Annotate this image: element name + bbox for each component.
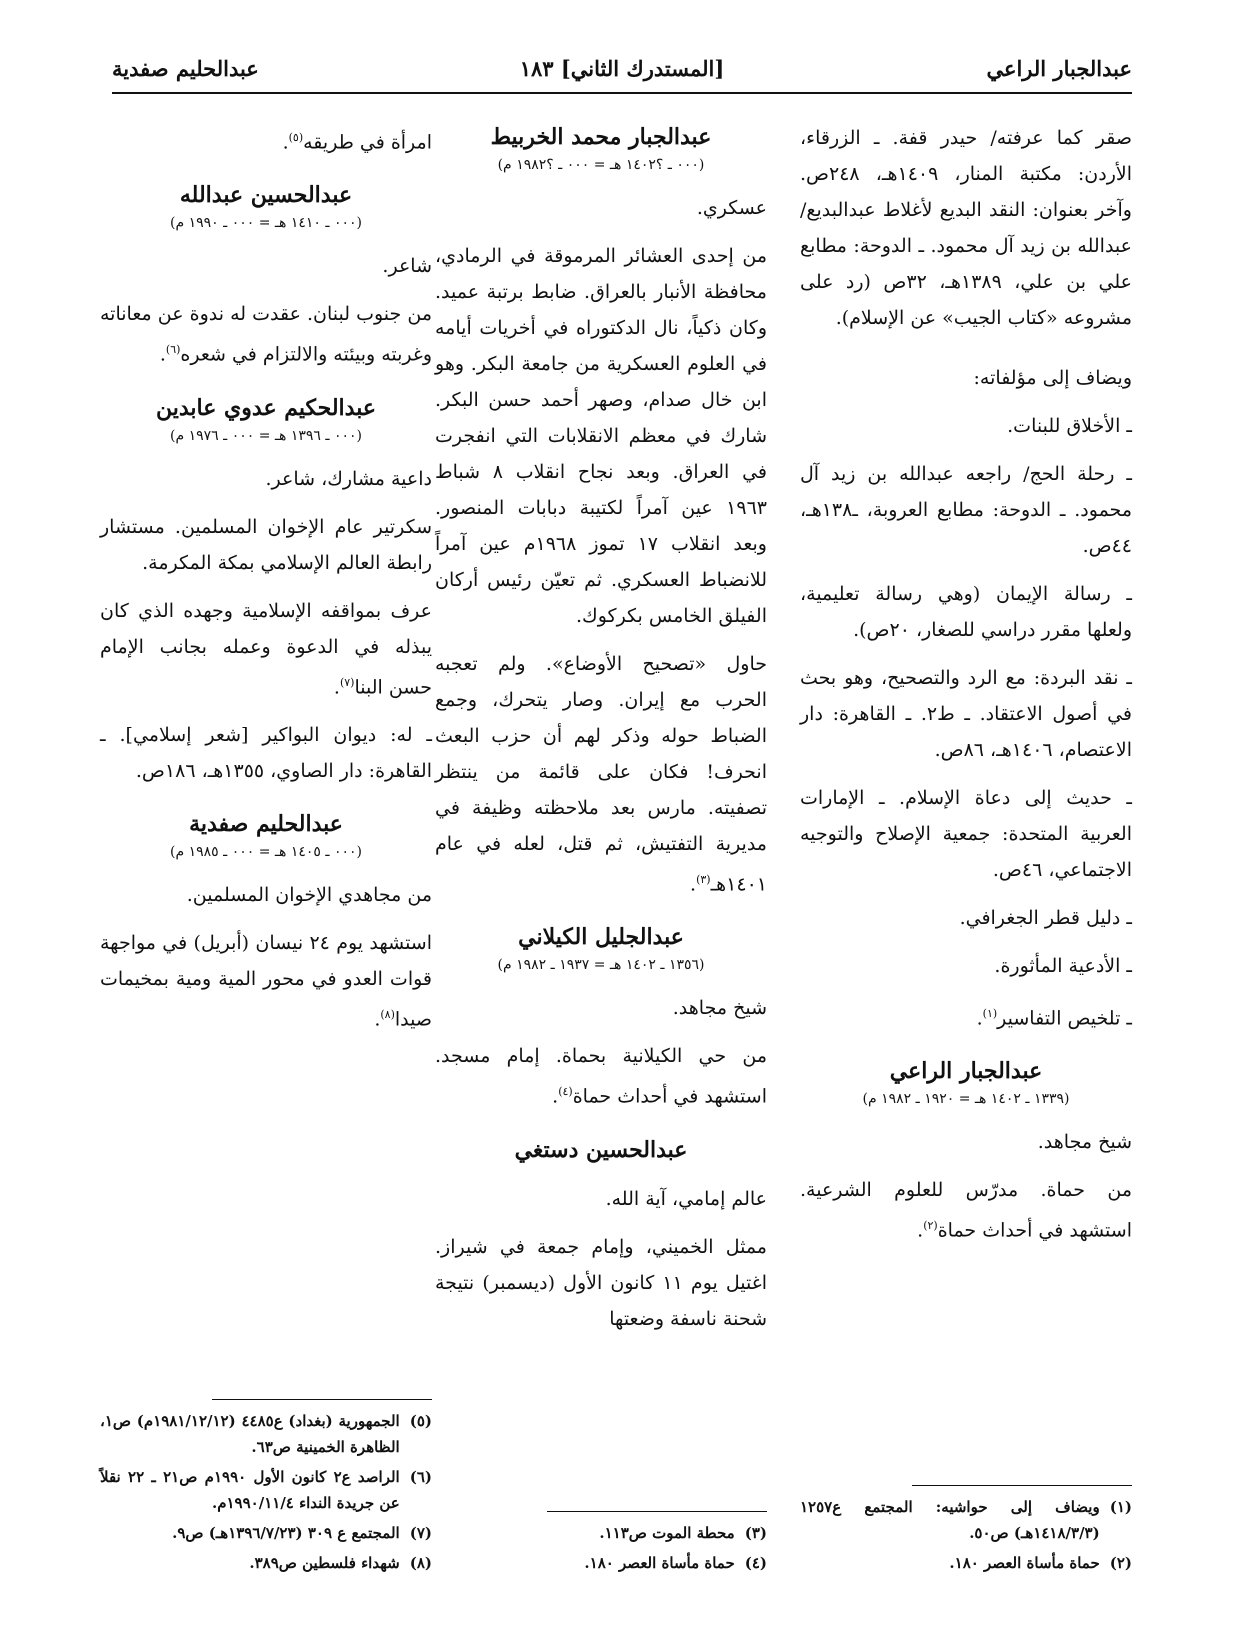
entry-text-body: استشهد يوم ٢٤ نيسان (أبريل) في مواجهة قوات العدو في محور المية ومية بمخيمات صيدا — [100, 931, 433, 1031]
footnote-divider — [212, 1399, 432, 1400]
entry-title: عبدالجليل الكيلاني — [518, 924, 684, 951]
entry-text: ممثل الخميني، وإمام جمعة في شيراز. اغتيل يوم ١١ كانون الأول (ديسمبر) نتيجة شحنة ناسفة وضعتها — [435, 1235, 767, 1330]
entry-dates: (٠٠٠ ـ ١٣٩٦ هـ = ٠٠٠ ـ ١٩٧٦ م) — [170, 427, 362, 444]
list-item: ـ الأخلاق للبنات. — [1007, 415, 1132, 437]
entry-role: شيخ مجاهد. — [1037, 1131, 1132, 1154]
footnote-marker: (٥) — [288, 131, 304, 144]
footnote-marker: (٦) — [165, 343, 181, 357]
entry-paragraph: عرف بمواقفه الإسلامية وجهده الذي كان يبذله في الدعوة وعمله بجانب الإمام حسن البنا$^{(٧)}$. — [100, 599, 432, 698]
entry-dates: (٠٠٠ ـ ؟١٤٠٢ هـ = ٠٠٠ ـ ؟١٩٨٢ م) — [497, 157, 705, 173]
header-left-title: عبدالحليم صفدية — [112, 56, 259, 81]
header-section-page-number: [المستدرك الثاني] ١٨٣ — [519, 56, 725, 81]
list-item-text: ـ تلخيص التفاسير — [997, 1007, 1132, 1030]
entry-title: عبدالجبار محمد الخربيط — [490, 124, 712, 150]
entry-role: شيخ مجاهد. — [672, 997, 767, 1020]
footnote-number: (٥) — [409, 1412, 432, 1430]
footnote — [100, 1550, 432, 1576]
entry-role: شاعر. — [382, 255, 432, 278]
entry-paragraph: ـ له: ديوان البواكير [شعر إسلامي]. ـ القاهرة: دار الصاوي، ١٣٥٥هـ، ١٨٦ص. — [100, 723, 432, 782]
footnote-text: محطة الموت ص١١٣. — [599, 1524, 735, 1542]
list-item: ـ رسالة الإيمان (وهي رسالة تعليمية، ولعلها مقرر دراسي للصغار، ٢٠ص). — [800, 583, 1132, 641]
footnote-marker: (٢) — [923, 1219, 938, 1233]
footnote-marker: (٧) — [339, 675, 355, 689]
footnote-number: (٨) — [409, 1554, 432, 1572]
entry-role: من مجاهدي الإخوان المسلمين. — [186, 883, 432, 906]
footnotes — [100, 1399, 432, 1580]
continuation-body: امرأة في طريقه — [303, 131, 432, 154]
list-item: ـ رحلة الحج/ راجعه عبدالله بن زيد آل محمود. ـ الدوحة: مطابع العروبة، ـ١٣٨هـ، ٤٤ص. — [800, 463, 1132, 557]
footnote-number: (٣) — [744, 1524, 767, 1542]
footnote-text: شهداء فلسطين ص٣٨٩. — [249, 1554, 400, 1572]
footnote-divider — [912, 1485, 1132, 1486]
footnote — [800, 1494, 1132, 1546]
footnote-text: حماة مأساة العصر ١٨٠. — [949, 1554, 1100, 1572]
footnote-number: (٦) — [409, 1468, 432, 1486]
footnote-marker: (٨) — [380, 1007, 395, 1021]
entry-role: عسكري. — [696, 197, 767, 219]
entry-text: من جنوب لبنان. عقدت له ندوة عن معاناته وغربته وبيئته والالتزام في شعره$^{(٦)}$. — [100, 303, 432, 366]
footnote-number: (٢) — [1109, 1554, 1132, 1572]
entry-dates: (١٣٥٦ ـ ١٤٠٢ هـ = ١٩٣٧ ـ ١٩٨٢ م) — [497, 957, 705, 974]
footnote-marker: (٤) — [558, 1085, 573, 1099]
footnote-number: (٤) — [744, 1554, 767, 1572]
footnote — [800, 1550, 1132, 1576]
entry-paragraph: من إحدى العشائر المرموقة في الرمادي، محافظة الأنبار بالعراق. ضابط برتبة عميد. وكان ذكياً، نال الدكتوراه في أخريات أيامه في العلوم العسكرية من جامعة البكر. وهو ابن خال صدام، وصهر أحمد حسن البكر. شارك في معظم الانقلابات التي انفجرت في العراق. وبعد نجاح انقلاب ٨ شباط ١٩٦٣ عين آمراً لكتيبة دبابات المنصور. وبعد انقلاب ١٧ تموز ١٩٦٨م عين آمراً للانضباط العسكري. ثم تعيّن رئيس أركان الفيلق الخامس بكركوك. — [435, 245, 767, 627]
entry-text: من حماة. مدرّس للعلوم الشرعية. استشهد في أحداث حماة$^{(٢)}$. — [800, 1179, 1132, 1242]
footnote — [435, 1520, 767, 1546]
list-item: ـ الأدعية المأثورة. — [994, 955, 1132, 977]
entry-text-body: من حماة. مدرّس للعلوم الشرعية. استشهد في أحداث حماة — [800, 1179, 1132, 1242]
additions-label: ويضاف إلى مؤلفاته: — [973, 367, 1132, 389]
entry-role: داعية مشارك، شاعر. — [265, 467, 432, 490]
entry-text: استشهد يوم ٢٤ نيسان (أبريل) في مواجهة قوات العدو في محور المية ومية بمخيمات صيدا$^{(٨)}$. — [100, 931, 433, 1031]
entry-title: عبدالحسين دستغي — [514, 1136, 688, 1163]
entry-text-body: من حي الكيلانية بحماة. إمام مسجد. استشهد في أحداث حماة — [435, 1045, 767, 1108]
footnote-text: المجتمع ع ٣٠٩ (١٣٩٦/٧/٢٣هـ) ص٩. — [172, 1524, 400, 1542]
entry-paragraph: حاول «تصحيح الأوضاع». ولم تعجبه الحرب مع إيران. وصار يتحرك، وجمع الضباط حوله وذكر لهم أن حزب البعث انحرف! فكان على قائمة من ينتظر تصفيته. مارس بعد ملاحظته وظيفة في مديرية التفتيش، ثم قتل، لعله في عام ١٤٠١هـ$^{(٣)}$. — [435, 653, 767, 896]
entry-title: عبدالحكيم عدوي عابدين — [156, 394, 376, 421]
continuation-text: امرأة في طريقه$^{(٥)}$. — [282, 131, 432, 154]
list-item: ـ حديث إلى دعاة الإسلام. ـ الإمارات العربية المتحدة: جمعية الإصلاح والتوجيه الاجتماعي، ٤٦ص. — [800, 787, 1132, 881]
running-header — [112, 52, 1132, 94]
footnote-text: ويضاف إلى حواشيه: المجتمع ع١٢٥٧ (١٤١٨/٣/٣هـ) ص٥٠. — [800, 1498, 1100, 1542]
entry-dates: (١٣٣٩ ـ ١٤٠٢ هـ = ١٩٢٠ ـ ١٩٨٢ م) — [862, 1091, 1070, 1108]
footnote — [100, 1464, 432, 1516]
list-item: ـ دليل قطر الجغرافي. — [959, 907, 1132, 929]
entry-text-body: من جنوب لبنان. عقدت له ندوة عن معاناته وغربته وبيئته والالتزام في شعره — [100, 303, 432, 366]
footnote — [435, 1550, 767, 1576]
entry-dates: (٠٠٠ ـ ١٤١٠ هـ = ٠٠٠ ـ ١٩٩٠ م) — [170, 215, 362, 232]
right-column — [800, 120, 1132, 1580]
left-column — [100, 120, 432, 1580]
footnote-text: حماة مأساة العصر ١٨٠. — [584, 1554, 735, 1572]
footnote-number: (٧) — [409, 1524, 432, 1542]
footnote-marker: (٣) — [696, 873, 711, 886]
footnote-marker: (١) — [982, 1007, 998, 1020]
entry-role: عالم إمامي، آية الله. — [605, 1187, 767, 1210]
middle-column — [435, 120, 767, 1580]
entry-paragraph-body: حاول «تصحيح الأوضاع». ولم تعجبه الحرب مع إيران. وصار يتحرك، وجمع الضباط حوله وذكر لهم أن حزب البعث انحرف! فكان على قائمة من ينتظر تصفيته. مارس بعد ملاحظته وظيفة في مديرية التفتيش، ثم قتل، لعله في عام ١٤٠١هـ — [435, 653, 767, 896]
entry-title: عبدالحسين عبدالله — [179, 182, 353, 209]
list-item: ـ تلخيص التفاسير$^{(١)}$. — [976, 1007, 1132, 1030]
entry-text: من حي الكيلانية بحماة. إمام مسجد. استشهد في أحداث حماة$^{(٤)}$. — [435, 1045, 767, 1108]
footnotes — [435, 1511, 767, 1580]
footnote-divider — [547, 1511, 767, 1512]
footnote-text: الراصد ع٢ كانون الأول ١٩٩٠م ص٢١ ـ ٢٢ نقلاً عن جريدة النداء ١٩٩٠/١١/٤م. — [100, 1468, 400, 1512]
footnote — [100, 1408, 432, 1460]
entry-title: عبدالحليم صفدية — [189, 810, 343, 837]
footnote — [100, 1520, 432, 1546]
footnotes — [800, 1485, 1132, 1580]
footnote-number: (١) — [1109, 1498, 1132, 1516]
intro-paragraph: صقر كما عرفته/ حيدر قفة. ـ الزرقاء، الأردن: مكتبة المنار، ١٤٠٩هـ، ٢٤٨ص. وآخر بعنوان: النقد البديع لأغلاط عبدالبديع/ عبدالله بن زيد آل محمود. ـ الدوحة: مطابع علي بن علي، ١٣٨٩هـ، ٣٢ص (رد على مشروعه «كتاب الجيب» عن الإسلام). — [800, 127, 1132, 329]
footnote-text: الجمهورية (بغداد) ع٤٤٨٥ (١٩٨١/١٢/١٢م) ص١، الظاهرة الخمينية ص٦٣. — [100, 1412, 400, 1456]
header-right-title: عبدالجبار الراعي — [986, 56, 1132, 81]
entry-paragraph-body: عرف بمواقفه الإسلامية وجهده الذي كان يبذله في الدعوة وعمله بجانب الإمام حسن البنا — [100, 599, 432, 698]
entry-dates: (٠٠٠ ـ ١٤٠٥ هـ = ٠٠٠ ـ ١٩٨٥ م) — [170, 843, 362, 860]
list-item: ـ نقد البردة: مع الرد والتصحيح، وهو بحث في أصول الاعتقاد. ـ ط٢. ـ القاهرة: دار الاعتصام، ١٤٠٦هـ، ٨٦ص. — [800, 667, 1132, 761]
entry-title: عبدالجبار الراعي — [889, 1058, 1043, 1085]
entry-paragraph: سكرتير عام الإخوان المسلمين. مستشار رابطة العالم الإسلامي بمكة المكرمة. — [100, 515, 432, 574]
